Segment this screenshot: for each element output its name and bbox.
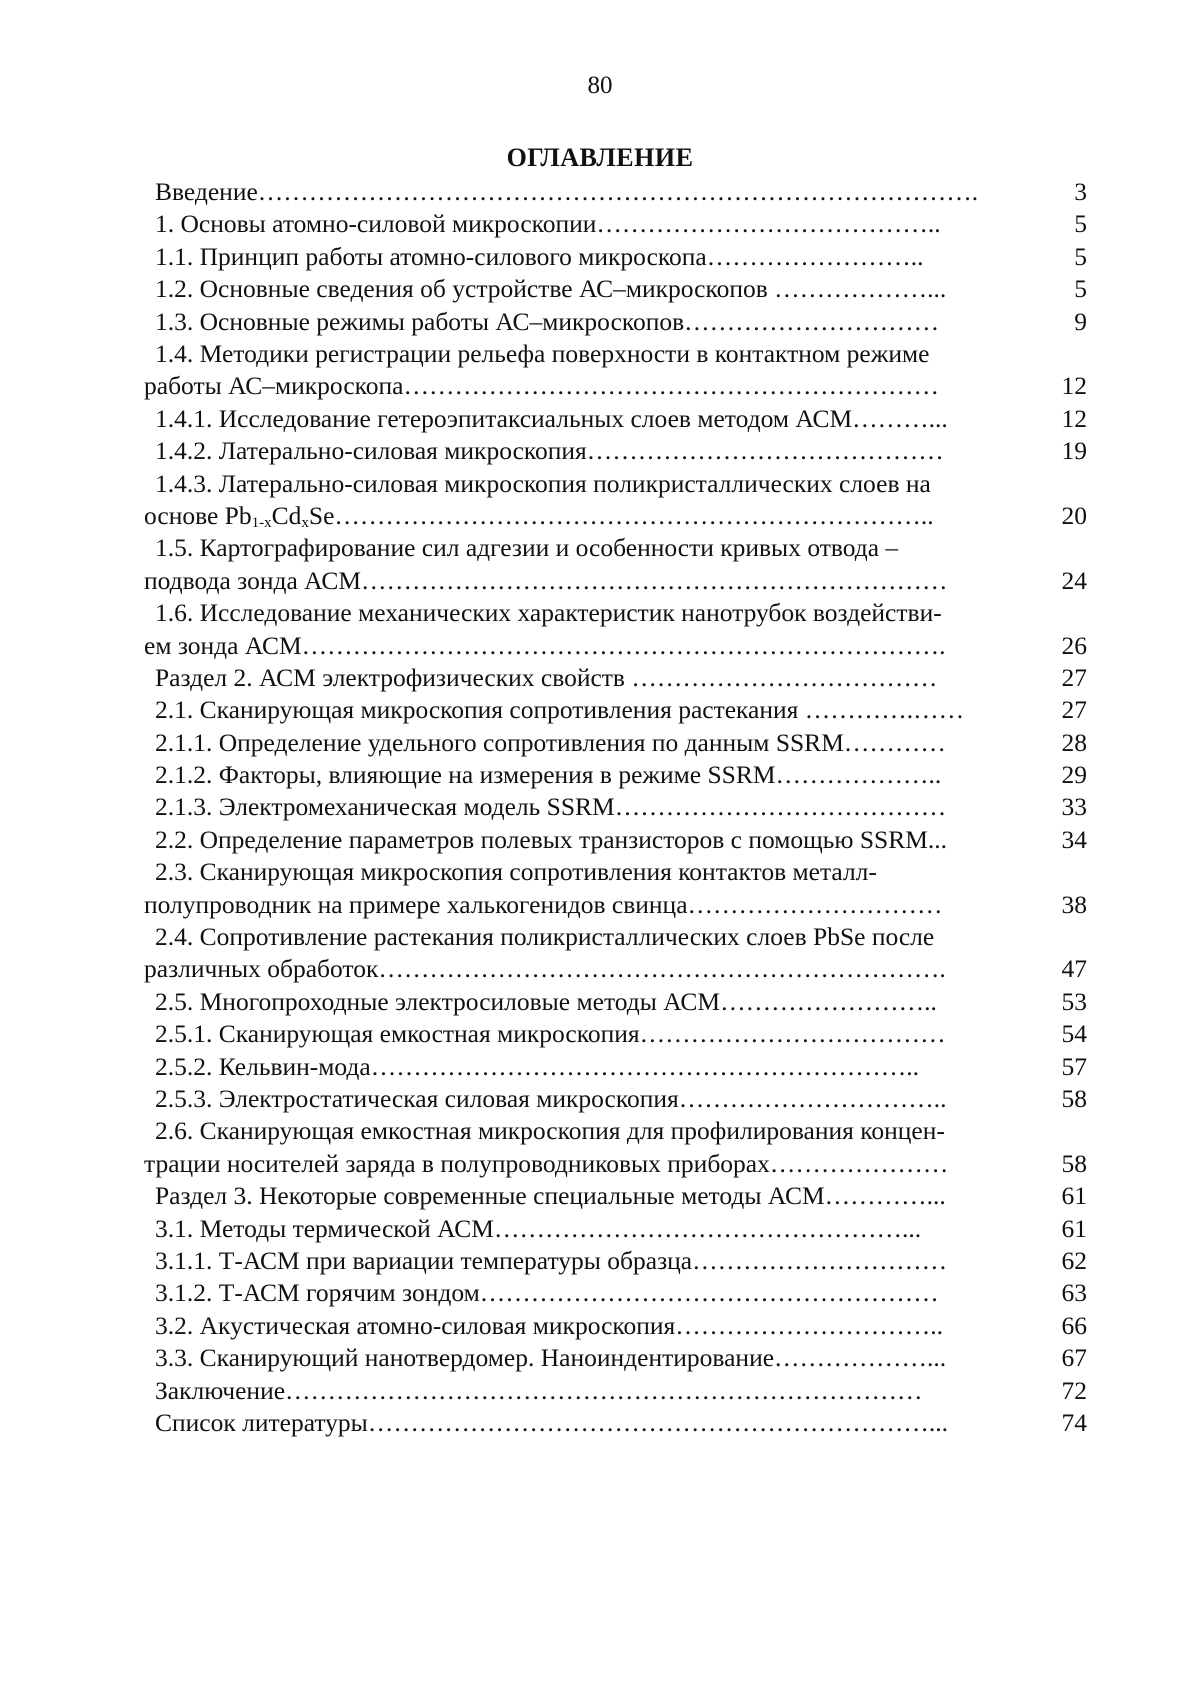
toc-entry[interactable]	[0, 727, 1200, 759]
toc-entry-page: 26	[1061, 630, 1087, 660]
toc-entry-text: 3.1. Методы термической АСМ…………………………………………...	[155, 1213, 922, 1243]
toc-entry-text: 2.1.3. Электромеханическая модель SSRM…………………………………	[155, 792, 947, 822]
toc-entry-page: 61	[1061, 1213, 1087, 1243]
toc-entry-text-continued: трации носителей заряда в полупроводниковых приборах…………………	[144, 1148, 949, 1178]
toc-entry-page: 27	[1061, 695, 1087, 725]
toc-entry-text-continued: различных обработок………………………………………………………….	[144, 954, 946, 984]
toc-entry[interactable]	[0, 1213, 1200, 1245]
toc-title: ОГЛАВЛЕНИЕ	[506, 143, 694, 172]
toc-entry-page: 72	[1061, 1375, 1087, 1405]
toc-entry-text: Заключение…………………………………………………………………	[155, 1375, 923, 1405]
toc-entry[interactable]	[0, 1051, 1200, 1083]
toc-entry-text: 3.3. Сканирующий нанотвердомер. Наноиндентирование………………...	[155, 1343, 947, 1373]
toc-entry-text: 2.1. Сканирующая микроскопия сопротивления растекания ………….……	[155, 695, 965, 725]
toc-entry[interactable]	[0, 1277, 1200, 1309]
toc-entry[interactable]	[0, 403, 1200, 435]
toc-entry-text: 1.1. Принцип работы атомно-силового микроскопа……………………..	[155, 241, 924, 271]
toc-entry-page: 34	[1061, 824, 1087, 854]
toc-entry-text: 3.1.1. Т-АСМ при вариации температуры образца…………………………	[155, 1246, 948, 1275]
toc-entry-page: 53	[1061, 986, 1087, 1016]
toc-entry-page: 58	[1061, 1148, 1087, 1178]
toc-entry[interactable]	[0, 208, 1200, 240]
toc-entry-page: 62	[1061, 1246, 1087, 1275]
toc-entry[interactable]	[0, 986, 1200, 1018]
toc-entry-text: Раздел 2. АСМ электрофизических свойств ………………………………	[155, 662, 938, 692]
toc-entry-page: 29	[1061, 760, 1087, 790]
toc-entry-text: 1.3. Основные режимы работы АС–микроскопов…………………………	[155, 306, 940, 336]
toc-entry[interactable]	[0, 694, 1200, 726]
toc-entry-page: 24	[1061, 565, 1087, 595]
toc-entry[interactable]	[0, 759, 1200, 791]
toc-entry-page: 19	[1061, 436, 1087, 466]
formula-subscript: 1-x	[251, 514, 272, 531]
toc-entry-text: 1.4.1. Исследование гетероэпитаксиальных слоев методом АСМ………...	[155, 403, 948, 433]
toc-entry-text-continued: работы АС–микроскопа………………………………………………………	[144, 371, 939, 401]
formula-middle: Cd	[271, 500, 302, 530]
toc-entry[interactable]	[0, 824, 1200, 856]
formula-subscript: x	[301, 514, 309, 531]
toc-entry[interactable]	[0, 1407, 1200, 1439]
toc-entry-text: Введение………………………………………………………………………….	[155, 177, 979, 206]
toc-entry-page: 66	[1061, 1310, 1087, 1340]
toc-entry-page: 38	[1061, 889, 1087, 919]
toc-entry-text: 1.5. Картографирование сил адгезии и особенности кривых отвода –	[155, 533, 899, 563]
toc-entry-text: 1.2. Основные сведения об устройстве АС–микроскопов ………………...	[155, 274, 947, 304]
toc-entry-page: 58	[1061, 1084, 1087, 1114]
toc-entry-text: 1. Основы атомно-силовой микроскопии…………………………………..	[155, 209, 941, 239]
page-number: 80	[587, 72, 613, 99]
toc-entry-text: 2.6. Сканирующая емкостная микроскопия для профилирования концен-	[155, 1116, 945, 1146]
formula-suffix: Se……………………………………………………………..	[308, 500, 934, 530]
toc-entry[interactable]	[0, 338, 1200, 403]
toc-entry-page: 74	[1061, 1407, 1087, 1437]
toc-entry[interactable]	[0, 176, 1200, 208]
toc-entry-text-continued: ем зонда АСМ………………………………………………………………….	[144, 630, 946, 660]
toc-entry-text: 2.4. Сопротивление растекания поликристаллических слоев PbSe после	[155, 922, 935, 952]
toc-entry[interactable]	[0, 1375, 1200, 1407]
toc-entry[interactable]	[0, 791, 1200, 823]
toc-entry[interactable]	[0, 468, 1200, 533]
toc-entry-page: 63	[1061, 1278, 1087, 1308]
toc-entry[interactable]	[0, 1018, 1200, 1050]
toc-entry[interactable]	[0, 1115, 1200, 1180]
toc-entry-page: 9	[1074, 306, 1087, 336]
toc-entry-page: 54	[1061, 1019, 1087, 1049]
toc-entry[interactable]	[0, 662, 1200, 694]
toc-entry[interactable]	[0, 1245, 1200, 1277]
toc-entry[interactable]	[0, 1342, 1200, 1374]
toc-entry[interactable]	[0, 1310, 1200, 1342]
table-of-contents	[0, 176, 1200, 1439]
toc-entry-text: Список литературы…………………………………………………………...	[155, 1407, 948, 1437]
toc-entry-text: 2.1.1. Определение удельного сопротивления по данным SSRM…………	[155, 727, 946, 757]
toc-entry-page: 5	[1074, 274, 1087, 304]
toc-entry-page: 20	[1061, 500, 1087, 530]
toc-entry[interactable]	[0, 1083, 1200, 1115]
toc-entry-text: 2.3. Сканирующая микроскопия сопротивления контактов металл-	[155, 857, 877, 887]
toc-entry-page: 27	[1061, 662, 1087, 692]
toc-entry-text: 1.4. Методики регистрации рельефа поверхности в контактном режиме	[155, 338, 930, 368]
toc-entry-text: 2.1.2. Факторы, влияющие на измерения в режиме SSRM………………..	[155, 760, 942, 790]
toc-entry-page: 12	[1061, 403, 1087, 433]
toc-entry-text-continued: подвода зонда АСМ……………………………………………………………	[144, 565, 948, 595]
toc-entry-page: 5	[1074, 209, 1087, 239]
toc-entry-text: 1.4.3. Латерально-силовая микроскопия поликристаллических слоев на	[155, 468, 931, 498]
toc-entry-text: 1.4.2. Латерально-силовая микроскопия……………………………………	[155, 436, 944, 466]
toc-entry-text: 2.5. Многопроходные электросиловые методы АСМ……………………..	[155, 986, 937, 1016]
toc-entry-text-continued: полупроводник на примере халькогенидов свинца…………………………	[144, 889, 943, 919]
toc-entry[interactable]	[0, 597, 1200, 662]
toc-entry-page: 61	[1061, 1181, 1087, 1211]
toc-entry-text: 2.5.2. Кельвин-мода………………………………………………………..	[155, 1051, 919, 1081]
toc-entry-text: 1.6. Исследование механических характеристик нанотрубок воздействи-	[155, 598, 942, 628]
toc-entry-text: 2.5.3. Электростатическая силовая микроскопия…………………………..	[155, 1084, 947, 1114]
toc-entry-page: 5	[1074, 241, 1087, 271]
toc-entry-text: 2.5.1. Сканирующая емкостная микроскопия………………………………	[155, 1019, 946, 1049]
toc-entry-page: 57	[1061, 1051, 1087, 1081]
toc-entry[interactable]	[0, 1180, 1200, 1212]
toc-entry-text: 3.2. Акустическая атомно-силовая микроскопия…………………………..	[155, 1310, 944, 1340]
formula-prefix: основе Pb	[144, 500, 252, 530]
toc-entry-page: 3	[1074, 177, 1087, 206]
toc-entry-page: 28	[1061, 727, 1087, 757]
toc-entry[interactable]	[0, 306, 1200, 338]
toc-entry-text: 2.2. Определение параметров полевых транзисторов с помощью SSRM...	[155, 824, 948, 854]
toc-entry-text-continued	[144, 500, 934, 532]
toc-entry-text: 3.1.2. Т-АСМ горячим зондом………………………………………………	[155, 1278, 939, 1308]
toc-entry[interactable]	[0, 532, 1200, 597]
toc-entry[interactable]	[0, 856, 1200, 921]
toc-entry-page: 47	[1061, 954, 1087, 984]
toc-entry[interactable]	[0, 435, 1200, 467]
toc-entry-text: Раздел 3. Некоторые современные специальные методы АСМ…………...	[155, 1181, 946, 1211]
toc-entry-page: 67	[1061, 1343, 1087, 1373]
toc-entry[interactable]	[0, 241, 1200, 273]
toc-entry[interactable]	[0, 273, 1200, 305]
toc-entry-page: 12	[1061, 371, 1087, 401]
toc-entry-page: 33	[1061, 792, 1087, 822]
toc-entry[interactable]	[0, 921, 1200, 986]
